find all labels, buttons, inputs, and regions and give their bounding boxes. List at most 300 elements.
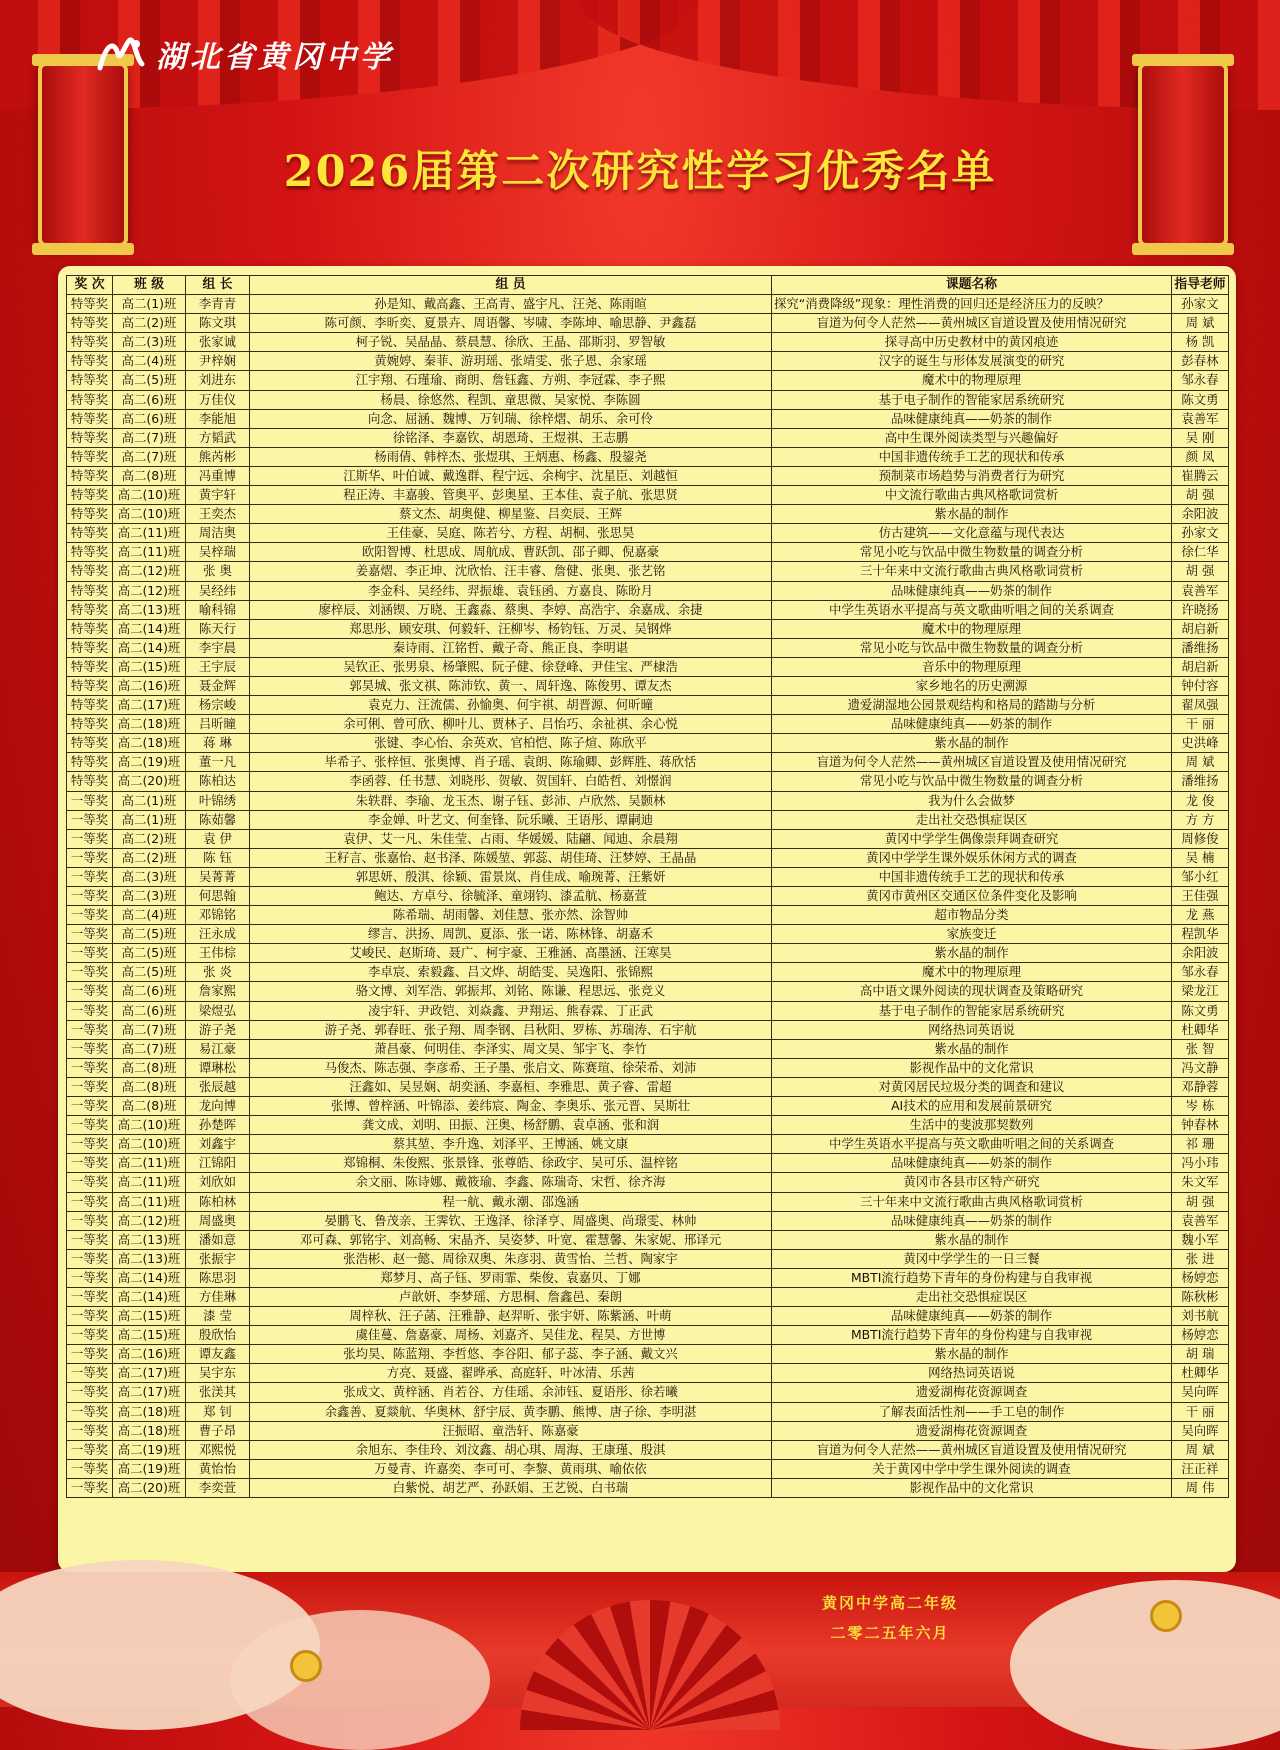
honor-list-board (58, 266, 1236, 1572)
advisor-cell: 杨婷恋 (1172, 1326, 1229, 1345)
members-cell: 袁克力、汪流儒、孙愉奥、何宇祺、胡晋源、何昕曈 (250, 696, 772, 715)
award-cell: 一等奖 (67, 1116, 113, 1135)
leader-cell: 黄怡怡 (186, 1459, 250, 1478)
leader-cell: 张家诚 (186, 333, 250, 352)
award-cell: 一等奖 (67, 810, 113, 829)
class-cell: 高二(13)班 (113, 1230, 186, 1249)
leader-cell: 游子尧 (186, 1020, 250, 1039)
class-cell: 高二(11)班 (113, 1173, 186, 1192)
leader-cell: 漆 莹 (186, 1307, 250, 1326)
award-cell: 一等奖 (67, 1097, 113, 1116)
leader-cell: 王奕杰 (186, 505, 250, 524)
topic-cell: MBTI流行趋势下青年的身份构建与自我审视 (772, 1326, 1172, 1345)
table-row (67, 848, 1229, 867)
topic-cell: 汉字的诞生与形体发展演变的研究 (772, 352, 1172, 371)
class-cell: 高二(8)班 (113, 466, 186, 485)
members-cell: 徐铭泽、李嘉钦、胡恩琦、王煜祺、王志鹏 (250, 428, 772, 447)
table-row (67, 466, 1229, 485)
topic-cell: 盲道为何令人茫然——黄州城区盲道设置及使用情况研究 (772, 1440, 1172, 1459)
advisor-cell: 吴向晖 (1172, 1383, 1229, 1402)
leader-cell: 张 奥 (186, 562, 250, 581)
advisor-cell: 余阳波 (1172, 505, 1229, 524)
table-row (67, 657, 1229, 676)
advisor-cell: 岑 栋 (1172, 1097, 1229, 1116)
advisor-cell: 杜卿华 (1172, 1364, 1229, 1383)
members-cell: 李金科、吴经纬、羿振雄、袁钰函、方嘉良、陈盼月 (250, 581, 772, 600)
class-cell: 高二(19)班 (113, 753, 186, 772)
leader-cell: 陈柏林 (186, 1192, 250, 1211)
table-row (67, 1135, 1229, 1154)
class-cell: 高二(3)班 (113, 887, 186, 906)
leader-cell: 潘如意 (186, 1230, 250, 1249)
class-cell: 高二(3)班 (113, 333, 186, 352)
advisor-cell: 张 进 (1172, 1249, 1229, 1268)
table-row (67, 428, 1229, 447)
members-cell: 余可俐、曾可欣、柳叶儿、贾林子、吕怡巧、余祉祺、余心悦 (250, 715, 772, 734)
table-row (67, 409, 1229, 428)
topic-cell: 音乐中的物理原理 (772, 657, 1172, 676)
column-header: 组 员 (250, 276, 772, 295)
award-cell: 特等奖 (67, 696, 113, 715)
class-cell: 高二(16)班 (113, 1345, 186, 1364)
class-cell: 高二(15)班 (113, 657, 186, 676)
members-cell: 周梓秋、汪子菡、汪雅静、赵羿昕、张宇妍、陈紫涵、叶萌 (250, 1307, 772, 1326)
class-cell: 高二(14)班 (113, 1268, 186, 1287)
advisor-cell: 程凯华 (1172, 925, 1229, 944)
issuer-signature (770, 1588, 1010, 1648)
topic-cell: 品味健康纯真——奶茶的制作 (772, 1307, 1172, 1326)
members-cell: 艾峻民、赵斯琦、聂广、柯宇豪、王雅涵、高墨涵、汪寒昊 (250, 944, 772, 963)
leader-cell: 周盛奥 (186, 1211, 250, 1230)
school-name: 湖北省黄冈中学 (156, 40, 394, 75)
leader-cell: 吴经纬 (186, 581, 250, 600)
members-cell: 郑思彤、顾安琪、何毅轩、汪柳岑、杨钧钰、万灵、吴钢烨 (250, 619, 772, 638)
class-cell: 高二(11)班 (113, 524, 186, 543)
class-cell: 高二(18)班 (113, 1402, 186, 1421)
award-cell: 一等奖 (67, 1364, 113, 1383)
leader-cell: 黄宇轩 (186, 486, 250, 505)
award-cell: 特等奖 (67, 753, 113, 772)
advisor-cell: 孙家文 (1172, 295, 1229, 314)
table-row (67, 1173, 1229, 1192)
table-row (67, 1097, 1229, 1116)
members-cell: 李金婵、叶艺文、何奎锋、阮乐曦、王语彤、谭嗣迪 (250, 810, 772, 829)
class-cell: 高二(2)班 (113, 314, 186, 333)
leader-cell: 喻科锦 (186, 600, 250, 619)
leader-cell: 张辰越 (186, 1077, 250, 1096)
table-row (67, 1268, 1229, 1287)
table-row (67, 829, 1229, 848)
award-cell: 一等奖 (67, 829, 113, 848)
award-cell: 一等奖 (67, 887, 113, 906)
award-cell: 一等奖 (67, 791, 113, 810)
advisor-cell: 陈文勇 (1172, 390, 1229, 409)
members-cell: 邓可森、郭铭宇、刘高畅、宋晶齐、吴姿梦、叶宽、霍慧馨、朱家妮、邢译元 (250, 1230, 772, 1249)
table-row (67, 562, 1229, 581)
table-row (67, 1421, 1229, 1440)
award-cell: 一等奖 (67, 1402, 113, 1421)
members-cell: 秦诗雨、江铭哲、戴子奇、熊正良、李明谌 (250, 638, 772, 657)
award-cell: 特等奖 (67, 657, 113, 676)
class-cell: 高二(13)班 (113, 600, 186, 619)
members-cell: 卢歆妍、李梦瑶、方思桐、詹鑫邑、秦朗 (250, 1287, 772, 1306)
advisor-cell: 刘书航 (1172, 1307, 1229, 1326)
class-cell: 高二(19)班 (113, 1459, 186, 1478)
class-cell: 高二(6)班 (113, 982, 186, 1001)
table-row (67, 1326, 1229, 1345)
class-cell: 高二(6)班 (113, 390, 186, 409)
advisor-cell: 胡启新 (1172, 619, 1229, 638)
class-cell: 高二(4)班 (113, 352, 186, 371)
table-row (67, 1440, 1229, 1459)
topic-cell: 影视作品中的文化常识 (772, 1478, 1172, 1497)
members-cell: 余文丽、陈诗娜、戴筱瑜、李鑫、陈瑞奇、宋哲、徐齐海 (250, 1173, 772, 1192)
class-cell: 高二(7)班 (113, 428, 186, 447)
class-cell: 高二(8)班 (113, 1058, 186, 1077)
class-cell: 高二(19)班 (113, 1440, 186, 1459)
table-row (67, 772, 1229, 791)
leader-cell: 张渼其 (186, 1383, 250, 1402)
class-cell: 高二(14)班 (113, 619, 186, 638)
award-cell: 特等奖 (67, 772, 113, 791)
topic-cell: 仿古建筑——文化意蕴与现代表达 (772, 524, 1172, 543)
class-cell: 高二(1)班 (113, 791, 186, 810)
advisor-cell: 梁龙江 (1172, 982, 1229, 1001)
class-cell: 高二(17)班 (113, 696, 186, 715)
column-header: 班 级 (113, 276, 186, 295)
table-row (67, 1211, 1229, 1230)
advisor-cell: 冯小玮 (1172, 1154, 1229, 1173)
table-row (67, 715, 1229, 734)
advisor-cell: 朱文军 (1172, 1173, 1229, 1192)
coin-decoration (290, 1650, 322, 1682)
leader-cell: 李能旭 (186, 409, 250, 428)
topic-cell: 探寻高中历史教材中的黄冈痕迹 (772, 333, 1172, 352)
award-cell: 一等奖 (67, 1058, 113, 1077)
members-cell: 孙是知、戴高鑫、王高青、盛宇凡、汪尧、陈雨暄 (250, 295, 772, 314)
advisor-cell: 周 伟 (1172, 1478, 1229, 1497)
award-cell: 特等奖 (67, 486, 113, 505)
table-row (67, 1478, 1229, 1497)
award-table (66, 275, 1229, 1498)
table-row (67, 1116, 1229, 1135)
class-cell: 高二(10)班 (113, 1135, 186, 1154)
topic-cell: 对黄冈居民垃圾分类的调查和建议 (772, 1077, 1172, 1096)
topic-cell: 品味健康纯真——奶茶的制作 (772, 581, 1172, 600)
members-cell: 虞佳蔓、詹嘉豪、周杨、刘嘉齐、吴佳龙、程昊、方世博 (250, 1326, 772, 1345)
advisor-cell: 吴 刚 (1172, 428, 1229, 447)
topic-cell: 黄冈中学学生偶像崇拜调查研究 (772, 829, 1172, 848)
award-cell: 一等奖 (67, 906, 113, 925)
class-cell: 高二(1)班 (113, 295, 186, 314)
award-cell: 特等奖 (67, 524, 113, 543)
leader-cell: 刘鑫宇 (186, 1135, 250, 1154)
leader-cell: 陈文琪 (186, 314, 250, 333)
topic-cell: 盲道为何令人茫然——黄州城区盲道设置及使用情况研究 (772, 753, 1172, 772)
table-row (67, 963, 1229, 982)
table-row (67, 295, 1229, 314)
topic-cell: 探究“消费降级”现象：理性消费的回归还是经济压力的反映？ (772, 295, 1172, 314)
members-cell: 张博、曾梓涵、叶锦添、姜纬宸、陶金、李奥乐、张元晋、吴斯壮 (250, 1097, 772, 1116)
leader-cell: 郑 钊 (186, 1402, 250, 1421)
leader-cell: 尹梓娴 (186, 352, 250, 371)
award-cell: 一等奖 (67, 1077, 113, 1096)
class-cell: 高二(12)班 (113, 581, 186, 600)
table-row (67, 390, 1229, 409)
leader-cell: 龙向博 (186, 1097, 250, 1116)
topic-cell: 魔术中的物理原理 (772, 371, 1172, 390)
members-cell: 程一航、戴永潮、邵逸涵 (250, 1192, 772, 1211)
table-row (67, 1020, 1229, 1039)
advisor-cell: 许晓扬 (1172, 600, 1229, 619)
topic-cell: 紫水晶的制作 (772, 734, 1172, 753)
leader-cell: 冯重博 (186, 466, 250, 485)
topic-cell: 黄冈市黄州区交通区位条件变化及影响 (772, 887, 1172, 906)
award-cell: 特等奖 (67, 734, 113, 753)
advisor-cell: 邹永春 (1172, 963, 1229, 982)
class-cell: 高二(11)班 (113, 1192, 186, 1211)
topic-cell: 中文流行歌曲古典风格歌词赏析 (772, 486, 1172, 505)
award-cell: 一等奖 (67, 1001, 113, 1020)
table-row (67, 1039, 1229, 1058)
leader-cell: 吴菁菁 (186, 867, 250, 886)
topic-cell: 黄冈中学学生课外娱乐休闲方式的调查 (772, 848, 1172, 867)
table-row (67, 352, 1229, 371)
advisor-cell: 彭春林 (1172, 352, 1229, 371)
issue-date: 二零二五年六月 (830, 1624, 950, 1642)
award-cell: 一等奖 (67, 1345, 113, 1364)
class-cell: 高二(3)班 (113, 867, 186, 886)
award-cell: 特等奖 (67, 562, 113, 581)
class-cell: 高二(1)班 (113, 810, 186, 829)
table-row (67, 1364, 1229, 1383)
table-row (67, 486, 1229, 505)
leader-cell: 王伟棕 (186, 944, 250, 963)
advisor-cell: 张 智 (1172, 1039, 1229, 1058)
class-cell: 高二(6)班 (113, 409, 186, 428)
award-cell: 特等奖 (67, 428, 113, 447)
class-cell: 高二(18)班 (113, 1421, 186, 1440)
leader-cell: 聂金辉 (186, 676, 250, 695)
award-cell: 特等奖 (67, 676, 113, 695)
members-cell: 游子尧、郭春旺、张子翔、周李钢、吕秋阳、罗栋、苏瑞涛、石宇航 (250, 1020, 772, 1039)
leader-cell: 张 炎 (186, 963, 250, 982)
class-cell: 高二(15)班 (113, 1307, 186, 1326)
advisor-cell: 袁善军 (1172, 581, 1229, 600)
leader-cell: 汪永成 (186, 925, 250, 944)
table-row (67, 696, 1229, 715)
topic-cell: 中国非遗传统手工艺的现状和传承 (772, 447, 1172, 466)
topic-cell: 魔术中的物理原理 (772, 619, 1172, 638)
advisor-cell: 汪正祥 (1172, 1459, 1229, 1478)
members-cell: 郭思妍、殷淇、徐颖、雷景岚、肖佳成、喻琬菁、汪紫妍 (250, 867, 772, 886)
table-row (67, 638, 1229, 657)
members-cell: 马俊杰、陈志强、李彦希、王子墨、张启文、陈赛瑄、徐荣希、刘沛 (250, 1058, 772, 1077)
leader-cell: 何思翰 (186, 887, 250, 906)
class-cell: 高二(5)班 (113, 925, 186, 944)
members-cell: 凌宇轩、尹政铠、刘焱鑫、尹翔运、熊春霖、丁正武 (250, 1001, 772, 1020)
topic-cell: 我为什么会做梦 (772, 791, 1172, 810)
leader-cell: 杨宗峻 (186, 696, 250, 715)
topic-cell: 影视作品中的文化常识 (772, 1058, 1172, 1077)
leader-cell: 刘欣如 (186, 1173, 250, 1192)
class-cell: 高二(10)班 (113, 1116, 186, 1135)
members-cell: 毕希子、张梓恒、张奥博、肖子瑶、袁朗、陈瑜卿、彭辉胜、蒋欣恬 (250, 753, 772, 772)
topic-cell: MBTI流行趋势下青年的身份构建与自我审视 (772, 1268, 1172, 1287)
topic-cell: 品味健康纯真——奶茶的制作 (772, 715, 1172, 734)
leader-cell: 陈 钰 (186, 848, 250, 867)
award-cell: 一等奖 (67, 1421, 113, 1440)
members-cell: 袁伊、艾一凡、朱佳莹、占雨、华媛媛、陆翩、闻迪、余晨翔 (250, 829, 772, 848)
topic-cell: 遗爱湖湿地公园景观结构和格局的踏勘与分析 (772, 696, 1172, 715)
advisor-cell: 周 斌 (1172, 1440, 1229, 1459)
topic-cell: 品味健康纯真——奶茶的制作 (772, 1154, 1172, 1173)
table-row (67, 581, 1229, 600)
class-cell: 高二(11)班 (113, 1154, 186, 1173)
table-row (67, 1192, 1229, 1211)
advisor-cell: 胡 强 (1172, 562, 1229, 581)
advisor-cell: 杨 凯 (1172, 333, 1229, 352)
topic-cell: 品味健康纯真——奶茶的制作 (772, 1211, 1172, 1230)
topic-cell: 高中语文课外阅读的现状调查及策略研究 (772, 982, 1172, 1001)
topic-cell: 紫水晶的制作 (772, 1039, 1172, 1058)
leader-cell: 邓锦铭 (186, 906, 250, 925)
award-cell: 特等奖 (67, 295, 113, 314)
award-cell: 一等奖 (67, 1135, 113, 1154)
members-cell: 余鑫善、夏燚航、华奥林、舒宇辰、黄李鹏、熊博、唐子徐、李明湛 (250, 1402, 772, 1421)
topic-cell: 中学生英语水平提高与英文歌曲听唱之间的关系调查 (772, 600, 1172, 619)
topic-cell: 黄冈市各县市区特产研究 (772, 1173, 1172, 1192)
leader-cell: 李宇晨 (186, 638, 250, 657)
award-cell: 特等奖 (67, 543, 113, 562)
members-cell: 蔡其堃、李升逸、刘泽平、王博涵、姚文康 (250, 1135, 772, 1154)
advisor-cell: 崔腾云 (1172, 466, 1229, 485)
advisor-cell: 冯文静 (1172, 1058, 1229, 1077)
award-cell: 一等奖 (67, 1154, 113, 1173)
advisor-cell: 袁善军 (1172, 409, 1229, 428)
award-cell: 一等奖 (67, 867, 113, 886)
award-cell: 特等奖 (67, 581, 113, 600)
advisor-cell: 钟付容 (1172, 676, 1229, 695)
award-cell: 一等奖 (67, 1459, 113, 1478)
advisor-cell: 潘维扬 (1172, 638, 1229, 657)
award-cell: 特等奖 (67, 314, 113, 333)
table-row (67, 906, 1229, 925)
members-cell: 鲍达、方卓兮、徐毓泽、童翊钧、漆孟航、杨嘉萱 (250, 887, 772, 906)
topic-cell: 中学生英语水平提高与英文歌曲听唱之间的关系调查 (772, 1135, 1172, 1154)
school-emblem-icon (96, 34, 148, 74)
topic-cell: 中国非遗传统手工艺的现状和传承 (772, 867, 1172, 886)
members-cell: 黄婉婷、秦菲、游玥瑶、张靖雯、张子恩、余家瑶 (250, 352, 772, 371)
column-header: 课题名称 (772, 276, 1172, 295)
leader-cell: 江锦阳 (186, 1154, 250, 1173)
leader-cell: 易江豪 (186, 1039, 250, 1058)
members-cell: 蔡文杰、胡奥健、柳星鉴、吕奕辰、王辉 (250, 505, 772, 524)
award-cell: 特等奖 (67, 600, 113, 619)
leader-cell: 吴宇东 (186, 1364, 250, 1383)
topic-cell: 紫水晶的制作 (772, 1345, 1172, 1364)
table-row (67, 1230, 1229, 1249)
column-header: 组 长 (186, 276, 250, 295)
topic-cell: 紫水晶的制作 (772, 944, 1172, 963)
members-cell: 张浩彬、赵一懿、周徐双奥、朱彦羽、黄雪怡、兰哲、陶家宇 (250, 1249, 772, 1268)
members-cell: 万曼青、许嘉奕、李可可、李黎、黄雨琪、喻依依 (250, 1459, 772, 1478)
advisor-cell: 干 丽 (1172, 1402, 1229, 1421)
class-cell: 高二(15)班 (113, 1326, 186, 1345)
table-row (67, 791, 1229, 810)
class-cell: 高二(10)班 (113, 486, 186, 505)
topic-cell: 遗爱湖梅花资源调查 (772, 1421, 1172, 1440)
advisor-cell: 杨婷恋 (1172, 1268, 1229, 1287)
table-row (67, 1077, 1229, 1096)
leader-cell: 李青青 (186, 295, 250, 314)
award-cell: 一等奖 (67, 1249, 113, 1268)
topic-cell: 家乡地名的历史溯源 (772, 676, 1172, 695)
award-cell: 一等奖 (67, 848, 113, 867)
members-cell: 龚文成、刘明、田振、汪奥、杨舒鹏、袁卓涵、张和润 (250, 1116, 772, 1135)
members-cell: 吴钦正、张男泉、杨肇熙、阮子健、徐登峰、尹佳宝、严棣浩 (250, 657, 772, 676)
table-row (67, 1345, 1229, 1364)
members-cell: 白紫悦、胡艺严、孙跃娟、王艺锐、白书瑞 (250, 1478, 772, 1497)
advisor-cell: 邹永春 (1172, 371, 1229, 390)
topic-cell: 预制菜市场趋势与消费者行为研究 (772, 466, 1172, 485)
class-cell: 高二(12)班 (113, 562, 186, 581)
members-cell: 向念、屈涵、魏博、万钊瑞、徐梓熠、胡乐、余可伶 (250, 409, 772, 428)
members-cell: 陈可颜、李昕奕、夏景卉、周语馨、岑啸、李陈坤、喻思静、尹鑫磊 (250, 314, 772, 333)
class-cell: 高二(2)班 (113, 848, 186, 867)
members-cell: 余旭东、李佳玲、刘汶鑫、胡心琪、周海、王康瑾、殷淇 (250, 1440, 772, 1459)
award-cell: 一等奖 (67, 1173, 113, 1192)
topic-cell: 三十年来中文流行歌曲古典风格歌词赏析 (772, 1192, 1172, 1211)
advisor-cell: 邹小红 (1172, 867, 1229, 886)
advisor-cell: 周 斌 (1172, 753, 1229, 772)
advisor-cell: 袁善军 (1172, 1211, 1229, 1230)
table-row (67, 676, 1229, 695)
table-row (67, 1058, 1229, 1077)
members-cell: 晏鹏飞、鲁茂亲、王霁钦、王逸泽、徐泽亨、周盛奥、尚璟雯、林帅 (250, 1211, 772, 1230)
advisor-cell: 胡启新 (1172, 657, 1229, 676)
members-cell: 郭昊城、张文祺、陈沛钦、黄一、周轩逸、陈俊男、谭友杰 (250, 676, 772, 695)
class-cell: 高二(7)班 (113, 1020, 186, 1039)
award-cell: 特等奖 (67, 638, 113, 657)
leader-cell: 万佳仪 (186, 390, 250, 409)
members-cell: 欧阳智博、杜思成、周航成、曹跃凯、邵子卿、倪嘉豪 (250, 543, 772, 562)
column-header: 奖 次 (67, 276, 113, 295)
award-cell: 一等奖 (67, 1192, 113, 1211)
award-cell: 一等奖 (67, 1287, 113, 1306)
topic-cell: 常见小吃与饮品中微生物数量的调查分析 (772, 772, 1172, 791)
topic-cell: 遗爱湖梅花资源调查 (772, 1383, 1172, 1402)
topic-cell: 了解表面活性剂——手工皂的制作 (772, 1402, 1172, 1421)
class-cell: 高二(17)班 (113, 1364, 186, 1383)
table-row (67, 925, 1229, 944)
advisor-cell: 史洪峰 (1172, 734, 1229, 753)
members-cell: 张均昊、陈蓝翔、李哲悠、李谷阳、郁子蕊、李子涵、戴文兴 (250, 1345, 772, 1364)
page-title: 2026届第二次研究性学习优秀名单 (283, 147, 997, 197)
table-row (67, 447, 1229, 466)
members-cell: 王佳豪、吴庭、陈若兮、方程、胡桐、张思昊 (250, 524, 772, 543)
class-cell: 高二(5)班 (113, 963, 186, 982)
leader-cell: 蒋 琳 (186, 734, 250, 753)
table-row (67, 944, 1229, 963)
award-cell: 特等奖 (67, 390, 113, 409)
advisor-cell: 颜 凤 (1172, 447, 1229, 466)
members-cell: 廖梓辰、刘涵锲、万晓、王鑫淼、蔡奥、李婷、高浩宇、余嘉成、余捷 (250, 600, 772, 619)
table-row (67, 619, 1229, 638)
table-row (67, 887, 1229, 906)
table-row (67, 1249, 1229, 1268)
leader-cell: 殷欣怡 (186, 1326, 250, 1345)
